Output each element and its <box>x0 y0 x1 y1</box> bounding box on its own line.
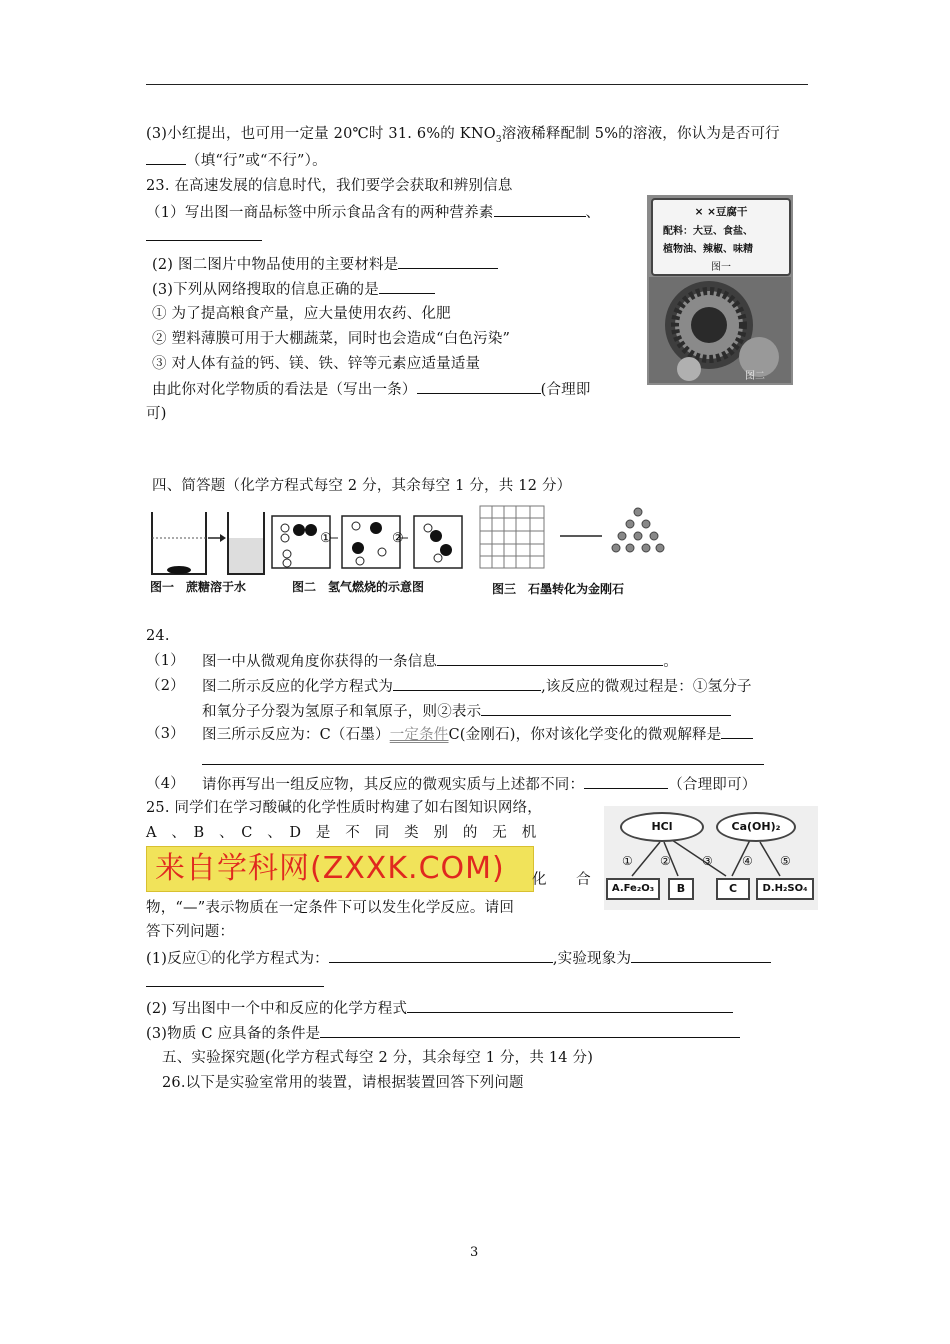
q23-option2: ② 塑料薄膜可用于大棚蔬菜，同时也会造成“白色污染” <box>152 331 511 347</box>
answer-blank[interactable] <box>146 240 262 241</box>
section4-title: 四、简答题（化学方程式每空 2 分，其余每空 1 分，共 12 分） <box>152 478 572 494</box>
q25-part1: (1)反应①的化学方程式为： ,实验现象为 <box>146 948 771 969</box>
edge-label-4: ④ <box>742 854 753 868</box>
q23-part3: (3)下列从网络搜取的信息正确的是 <box>152 279 435 300</box>
q24-part4: 请你再写出一组反应物，其反应的微观实质与上述都不同： （合理即可） <box>202 774 756 795</box>
q24-part1-label: （1） <box>146 653 185 669</box>
beaker-2 <box>228 512 264 574</box>
q22-part3-line2: （填“行”或“不行”）。 <box>146 150 327 171</box>
reaction-condition: 一定条件 <box>389 727 449 743</box>
beaker-1 <box>152 512 206 574</box>
q23-option1: ① 为了提高粮食产量，应大量使用农药、化肥 <box>152 306 451 322</box>
answer-blank[interactable] <box>437 651 663 666</box>
q22-part3-line1: (3)小红提出，也可用一定量 20℃时 31. 6%的 $KNO_3$溶液稀释配制 5%的溶液，你认为是否可行 <box>146 126 780 145</box>
page-number: 3 <box>470 1245 479 1260</box>
q23-option3: ③ 对人体有益的钙、镁、铁、锌等元素应适量适量 <box>152 356 481 372</box>
section4-figures <box>146 498 676 598</box>
q23-part4-cont: 可) <box>146 406 167 422</box>
q25-line1: 25. 同学们在学习酸碱的化学性质时构建了如右图知识网络， <box>146 800 542 816</box>
edge-label-1: ① <box>622 854 633 868</box>
edge-label-2: ② <box>660 854 671 868</box>
q25-part2: (2) 写出图中一个中和反应的化学方程式 <box>146 998 733 1019</box>
node-b: B <box>668 878 694 900</box>
product-label-title: × ×豆腐干 <box>694 206 748 218</box>
diamond-structure <box>612 508 664 552</box>
q24-part4-label: （4） <box>146 776 185 792</box>
node-caoh2: Ca(OH)₂ <box>716 812 796 842</box>
q24-number: 24. <box>146 628 170 644</box>
q25-line4: 物，“—”表示物质在一定条件下可以发生化学反应。请回 <box>146 900 515 916</box>
q25-line5: 答下列问题： <box>146 924 235 940</box>
node-hcl: HCl <box>620 812 704 842</box>
fig2-caption: 图二 <box>745 371 765 382</box>
step2-label: ② <box>392 531 404 546</box>
answer-blank[interactable] <box>146 150 186 165</box>
fig1-caption: 图一 蔗糖溶于水 <box>150 580 247 594</box>
answer-blank[interactable] <box>393 676 541 691</box>
graphite-structure <box>480 506 544 568</box>
q25-line2: A 、 B 、 C 、 D 是 不 同 类 别 的 无 机 <box>146 825 537 841</box>
q23-figure-panel <box>647 195 793 385</box>
q24-part2: 图二所示反应的化学方程式为 ,该反应的微观过程是：①氢分子 <box>202 676 752 697</box>
watermark-banner: 来自学科网(ZXXK.COM) <box>146 846 534 892</box>
fig2-caption: 图二 氢气燃烧的示意图 <box>292 580 425 594</box>
node-a: A.Fe₂O₃ <box>606 878 660 900</box>
q23-part4: 由此你对化学物质的看法是（写出一条） (合理即 <box>152 379 591 400</box>
product-label-line1: 配料：大豆、食盐、 <box>663 226 753 237</box>
q25-line3: 化 合 <box>532 872 591 888</box>
q25-part3: (3)物质 C 应具备的条件是 <box>146 1023 740 1044</box>
node-d: D.H₂SO₄ <box>756 878 814 900</box>
q23-part2: (2) 图二图片中物品使用的主要材料是 <box>152 254 498 275</box>
answer-blank[interactable] <box>407 998 733 1013</box>
answer-blank[interactable] <box>146 986 324 987</box>
answer-blank[interactable] <box>721 724 753 739</box>
q24-part3-label: （3） <box>146 726 185 742</box>
answer-blank[interactable] <box>631 948 771 963</box>
q23-title: 23. 在高速发展的信息时代，我们要学会获取和辨别信息 <box>146 178 513 194</box>
edge-label-5: ⑤ <box>780 854 791 868</box>
q24-part3: 图三所示反应为：C（石墨）一定条件C(金刚石)，你对该化学变化的微观解释是 <box>202 724 753 745</box>
answer-blank[interactable] <box>320 1023 740 1038</box>
answer-blank[interactable] <box>584 774 668 789</box>
q24-part2-label: （2） <box>146 678 185 694</box>
q24-part2-cont: 和氧分子分裂为氢原子和氧原子，则②表示 <box>202 701 731 722</box>
q26-prompt: 26.以下是实验室常用的装置，请根据装置回答下列问题 <box>162 1075 524 1091</box>
product-label-line2: 植物油、辣椒、味精 <box>663 244 753 255</box>
q23-part1: （1）写出图一商品标签中所示食品含有的两种营养素 、 <box>146 202 600 223</box>
answer-blank[interactable] <box>417 379 541 394</box>
section5-title: 五、实验探究题(化学方程式每空 2 分，其余每空 1 分，共 14 分) <box>162 1050 594 1066</box>
step1-label: ① <box>320 531 332 546</box>
q24-part1: 图一中从微观角度你获得的一条信息 。 <box>202 651 678 672</box>
answer-blank[interactable] <box>398 254 498 269</box>
answer-blank[interactable] <box>202 764 764 765</box>
header-rule <box>146 84 808 85</box>
product-label <box>651 198 791 276</box>
knowledge-network <box>604 806 818 910</box>
fig3-caption: 图三 石墨转化为金刚石 <box>492 582 625 596</box>
answer-blank[interactable] <box>481 701 731 716</box>
answer-blank[interactable] <box>494 202 586 217</box>
fig1-caption: 图一 <box>711 262 731 273</box>
node-c: C <box>716 878 750 900</box>
answer-blank[interactable] <box>329 948 553 963</box>
tire-photo <box>649 277 791 383</box>
answer-blank[interactable] <box>379 279 435 294</box>
edge-label-3: ③ <box>702 854 713 868</box>
